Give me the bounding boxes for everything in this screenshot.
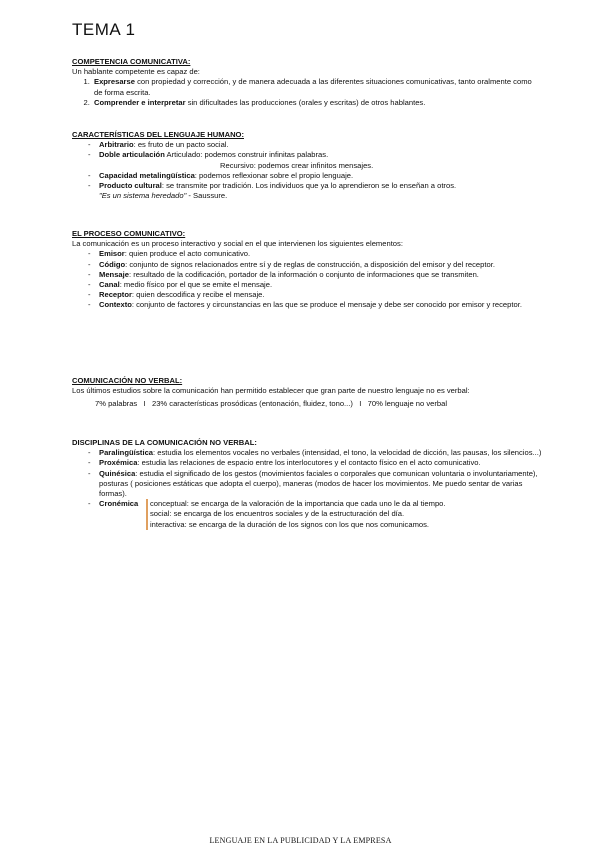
- list-item: [92, 77, 542, 97]
- page-title: TEMA 1: [72, 20, 136, 39]
- item-text: : conjunto de factores y circunstancias en las que se produce el mensaje y debe ser conocido por emisor y receptor.: [131, 300, 522, 310]
- item-text: con propiedad y corrección, y de manera adecuada a las diferentes situaciones comunicativas, tanto oralmente como de forma escrita.: [94, 77, 532, 97]
- quote-line: [99, 191, 542, 201]
- item-term: Canal: [99, 280, 120, 290]
- section-heading: COMPETENCIA COMUNICATIVA:: [72, 57, 191, 66]
- list-item: [88, 181, 542, 201]
- page-footer: LENGUAJE EN LA PUBLICIDAD Y LA EMPRESA: [209, 836, 392, 845]
- quote-author: - Saussure.: [186, 191, 228, 201]
- list-item: [88, 499, 542, 530]
- item-term: Expresarse: [94, 77, 135, 87]
- section-disciplinas: [72, 438, 542, 530]
- list-item: [88, 171, 542, 181]
- section-intro: La comunicación es un proceso interactivo y social en el que intervienen los siguientes elementos:: [72, 239, 403, 249]
- list-item: [92, 98, 542, 108]
- item-text: : quien descodifica y recibe el mensaje.: [131, 290, 265, 300]
- item-text: : medio físico por el que se emite el mensaje.: [119, 280, 273, 290]
- cronemica-conceptual: conceptual: se encarga de la valoración de la importancia que cada uno le da al tiempo.: [150, 499, 446, 509]
- item-term: Capacidad metalingüística: [99, 170, 195, 180]
- list-item: [88, 270, 542, 280]
- item-term: Comprender e interpretar: [94, 97, 186, 107]
- item-text: : se transmite por tradición. Los individuos que ya lo aprendieron se lo enseñan a otros.: [161, 181, 457, 191]
- item-term: Arbitrario: [99, 140, 134, 150]
- item-term: Proxémica: [99, 458, 138, 468]
- section-heading: DISCIPLINAS DE LA COMUNICACIÓN NO VERBAL:: [72, 438, 257, 447]
- list-item: [88, 280, 542, 290]
- section-heading: COMUNICACIÓN NO VERBAL:: [72, 376, 183, 385]
- section-intro: Los últimos estudios sobre la comunicación han permitido establecer que gran parte de nuestro lenguaje no es verbal:: [72, 386, 470, 396]
- list-item: [88, 249, 542, 259]
- list-item: [88, 300, 542, 310]
- numbered-list: [72, 77, 542, 108]
- item-term: Receptor: [99, 290, 132, 300]
- cronemica-block: [99, 499, 542, 530]
- item-text: : conjunto de signos relacionados entre sí y de reglas de construcción, a disposición del emisor y del receptor.: [125, 259, 495, 269]
- section-no-verbal: [72, 376, 542, 410]
- list-item: [88, 140, 542, 150]
- bullet-list: [72, 249, 542, 310]
- bullet-list: [72, 448, 542, 530]
- item-text: sin dificultades las producciones (orales y escritas) de otros hablantes.: [185, 97, 426, 107]
- item-term: Quinésica: [99, 468, 136, 478]
- item-term: Contexto: [99, 300, 132, 310]
- item-term: Emisor: [99, 249, 125, 259]
- item-term: Paralingüística: [99, 448, 154, 458]
- item-term: - Cronémica: [99, 499, 139, 509]
- item-term: Código: [99, 259, 126, 269]
- bullet-list: [72, 140, 542, 201]
- section-intro: Un hablante competente es capaz de:: [72, 67, 200, 77]
- section-caracteristicas: [72, 130, 542, 201]
- list-item: [88, 458, 542, 468]
- section-competencia: [72, 57, 542, 108]
- item-term: Mensaje: [99, 269, 129, 279]
- item-text: : estudia las relaciones de espacio entre los interlocutores y el contacto físico en el acto comunicativo.: [137, 458, 481, 468]
- list-item: [88, 448, 542, 458]
- quote-text: "Es un sistema heredado": [99, 191, 187, 201]
- cronemica-interactiva: interactiva: se encarga de la duración de los signos con los que nos comunicamos.: [150, 519, 430, 529]
- list-item: [88, 150, 542, 170]
- item-term: Producto cultural: [99, 181, 162, 191]
- item-text: : quien produce el acto comunicativo.: [124, 249, 251, 259]
- list-item: [88, 469, 542, 500]
- section-heading: EL PROCESO COMUNICATIVO:: [72, 229, 186, 238]
- item-term: Doble articulación: [99, 150, 165, 160]
- section-heading: CARACTERÍSTICAS DEL LENGUAJE HUMANO:: [72, 130, 244, 139]
- item-text: : podemos reflexionar sobre el propio lenguaje.: [194, 170, 354, 180]
- stats-line: 7% palabras I 23% características prosódicas (entonación, fluidez, tono...) I 70% lenguaje no verbal: [95, 399, 448, 409]
- item-text: : estudia los elementos vocales no verbales (intensidad, el tono, la velocidad de dicción, las pausas, los silencios...): [153, 448, 542, 458]
- item-text: Articulado: podemos construir infinitas palabras.: [164, 150, 329, 160]
- list-item: [88, 290, 542, 300]
- cronemica-subitems: [146, 499, 446, 530]
- cronemica-social: social: se encarga de los encuentros sociales y de la estructuración del día.: [150, 509, 405, 519]
- item-text: : estudia el significado de los gestos (movimientos faciales o corporales que comunican voluntaria o involuntariamente), posturas ( posiciones estáticas que adopta el cuerpo), maneras (modos de hacer los movimientos. Me puedo sentar de varias formas).: [99, 468, 538, 499]
- list-item: [88, 260, 542, 270]
- item-text: : es fruto de un pacto social.: [133, 140, 229, 150]
- section-proceso: [72, 229, 542, 311]
- recursivo-line: Recursivo: podemos crear infinitos mensajes.: [220, 160, 374, 170]
- item-text: : resultado de la codificación, portador de la información o conjunto de informaciones que se transmiten.: [128, 269, 479, 279]
